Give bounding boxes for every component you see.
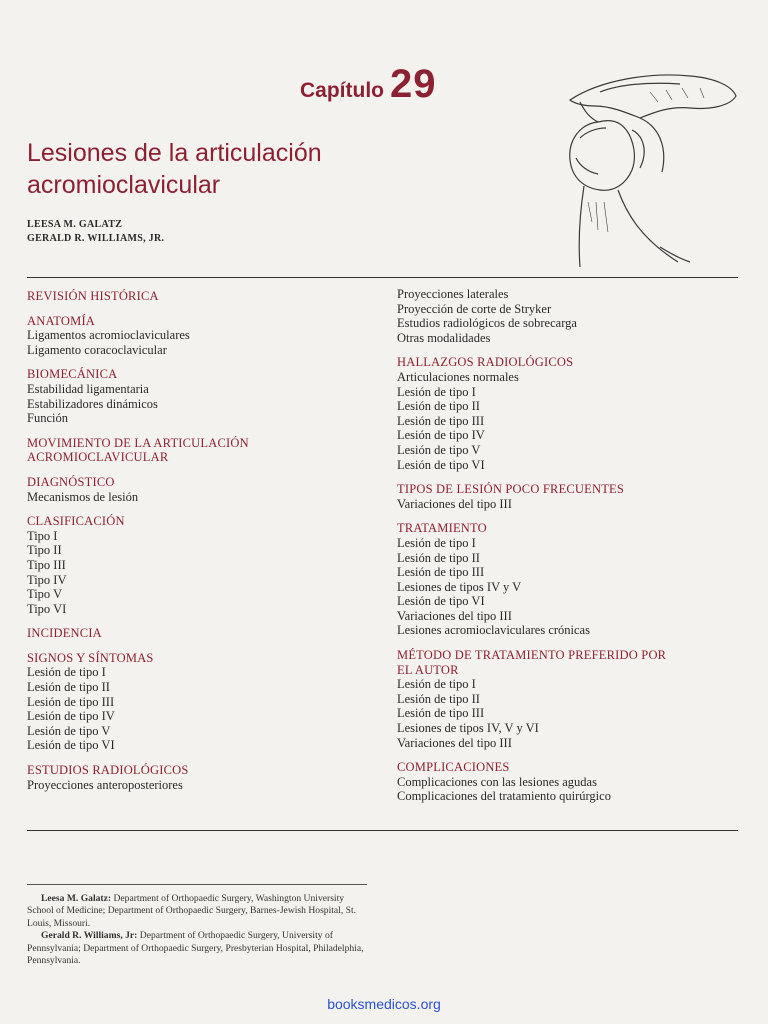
toc-item: Lesiones de tipos IV y V (397, 579, 522, 594)
footnote-divider (27, 884, 367, 885)
toc-item: Lesión de tipo V (27, 723, 111, 738)
toc-item: Lesión de tipo IV (27, 709, 115, 724)
toc-item: Variaciones del tipo III (397, 608, 512, 623)
toc-item: Tipo I (27, 528, 58, 543)
toc-section (27, 436, 377, 465)
toc-item: Ligamento coracoclavicular (27, 342, 167, 357)
toc-item: Lesiones de tipos IV, V y VI (397, 721, 539, 736)
toc-heading: BIOMECÁNICA (27, 367, 118, 382)
toc-item: Otras modalidades (397, 330, 491, 345)
toc-heading: COMPLICACIONES (397, 760, 510, 775)
toc-heading: MOVIMIENTO DE LA ARTICULACIÓN ACROMIOCLAVICULAR (27, 435, 249, 465)
toc-item: Lesión de tipo VI (397, 457, 485, 472)
toc-heading: HALLAZGOS RADIOLÓGICOS (397, 355, 574, 370)
toc-item: Estudios radiológicos de sobrecarga (397, 316, 577, 331)
toc-section (27, 475, 377, 504)
toc-item: Ligamentos acromioclaviculares (27, 328, 190, 343)
toc-item: Tipo III (27, 557, 66, 572)
toc-heading: ANATOMÍA (27, 313, 96, 328)
toc-item: Lesión de tipo III (27, 694, 115, 709)
toc-item: Lesión de tipo VI (397, 594, 485, 609)
footnote-affiliation: Department of Orthopaedic Surgery, Washington University School of Medicine; Department of Orthopaedic Surgery, Barnes-Jewish Hospital, St. Louis, Missouri. (27, 893, 357, 929)
chapter-heading (300, 62, 437, 107)
toc-item: Lesión de tipo I (397, 677, 476, 692)
toc-right-column (397, 287, 742, 814)
top-divider (27, 277, 738, 278)
toc-section (27, 314, 377, 358)
toc-section (397, 760, 742, 804)
toc-heading: REVISIÓN HISTÓRICA (27, 289, 159, 303)
toc-item: Proyecciones laterales (397, 287, 509, 301)
footnote-author: Leesa M. Galatz: (41, 893, 112, 904)
toc-heading: MÉTODO DE TRATAMIENTO PREFERIDO POR EL AUTOR (397, 648, 667, 677)
toc-item: Lesión de tipo III (397, 413, 485, 428)
toc-item: Lesión de tipo V (397, 442, 481, 457)
toc-section (27, 651, 377, 753)
toc-item: Complicaciones del tratamiento quirúrgico (397, 789, 611, 804)
toc-heading: CLASIFICACIÓN (27, 514, 125, 529)
toc-heading: TIPOS DE LESIÓN POCO FRECUENTES (397, 482, 625, 497)
toc-item: Tipo V (27, 587, 63, 602)
toc-heading: DIAGNÓSTICO (27, 474, 115, 489)
toc-heading: INCIDENCIA (27, 626, 102, 641)
toc-item: Tipo VI (27, 601, 67, 616)
toc-section (397, 355, 742, 472)
toc-section (27, 626, 377, 641)
toc-item: Proyecciones anteroposteriores (27, 777, 183, 792)
toc-item: Lesión de tipo III (397, 565, 485, 580)
toc-left-column (27, 289, 377, 802)
toc-item: Lesión de tipo I (397, 384, 476, 399)
chapter-title-line-1: Lesiones de la articulación (27, 139, 322, 167)
toc-heading: SIGNOS Y SÍNTOMAS (27, 650, 154, 665)
author-name: GERALD R. WILLIAMS, JR. (27, 233, 165, 244)
toc-item: Complicaciones con las lesiones agudas (397, 774, 597, 789)
toc-section (397, 482, 742, 511)
chapter-title (27, 137, 387, 201)
toc-item: Variaciones del tipo III (397, 735, 512, 750)
chapter-label: Capítulo (300, 79, 384, 102)
toc-item: Tipo IV (27, 572, 67, 587)
toc-item: Lesión de tipo II (397, 691, 480, 706)
footnote-author: Gerald R. Williams, Jr: (41, 930, 138, 942)
watermark-link[interactable]: booksmedicos.org (327, 996, 441, 1012)
author-list (27, 218, 164, 246)
toc-heading: TRATAMIENTO (397, 521, 487, 536)
toc-item: Tipo II (27, 543, 62, 558)
toc-item: Proyección de corte de Stryker (397, 301, 552, 316)
toc-item: Mecanismos de lesión (27, 489, 139, 504)
toc-item: Estabilizadores dinámicos (27, 396, 158, 411)
footnote (27, 893, 372, 930)
toc-item: Estabilidad ligamentaria (27, 381, 149, 396)
toc-item: Función (27, 411, 68, 426)
chapter-title-line-2: acromioclavicular (27, 171, 221, 199)
bottom-divider (27, 830, 738, 831)
toc-section (27, 289, 377, 304)
footnote (27, 930, 372, 967)
toc-section (397, 287, 742, 345)
author-affiliations (27, 893, 372, 967)
toc-heading: ESTUDIOS RADIOLÓGICOS (27, 763, 189, 778)
toc-item: Lesión de tipo III (397, 706, 485, 721)
toc-item: Variaciones del tipo III (397, 496, 512, 511)
toc-section (27, 763, 377, 792)
toc-item: Articulaciones normales (397, 369, 519, 384)
footnote-affiliation: Department of Orthopaedic Surgery, University of Pennsylvania; Department of Orthopaedic Surgery, Presbyterian Hospital, Philadelphia, Pennsylvania. (27, 930, 364, 967)
toc-section (397, 521, 742, 638)
toc-section (27, 367, 377, 425)
toc-item: Lesiones acromioclaviculares crónicas (397, 623, 590, 638)
toc-section (397, 648, 742, 750)
author-name: LEESA M. GALATZ (27, 219, 123, 230)
toc-item: Lesión de tipo II (397, 399, 480, 414)
toc-section (27, 514, 377, 616)
toc-item: Lesión de tipo II (397, 550, 480, 565)
shoulder-joint-illustration (540, 62, 740, 272)
chapter-number: 29 (390, 62, 437, 106)
toc-item: Lesión de tipo I (397, 535, 476, 550)
toc-item: Lesión de tipo I (27, 665, 106, 680)
toc-item: Lesión de tipo II (27, 680, 110, 695)
toc-item: Lesión de tipo VI (27, 738, 115, 753)
toc-item: Lesión de tipo IV (397, 428, 485, 443)
